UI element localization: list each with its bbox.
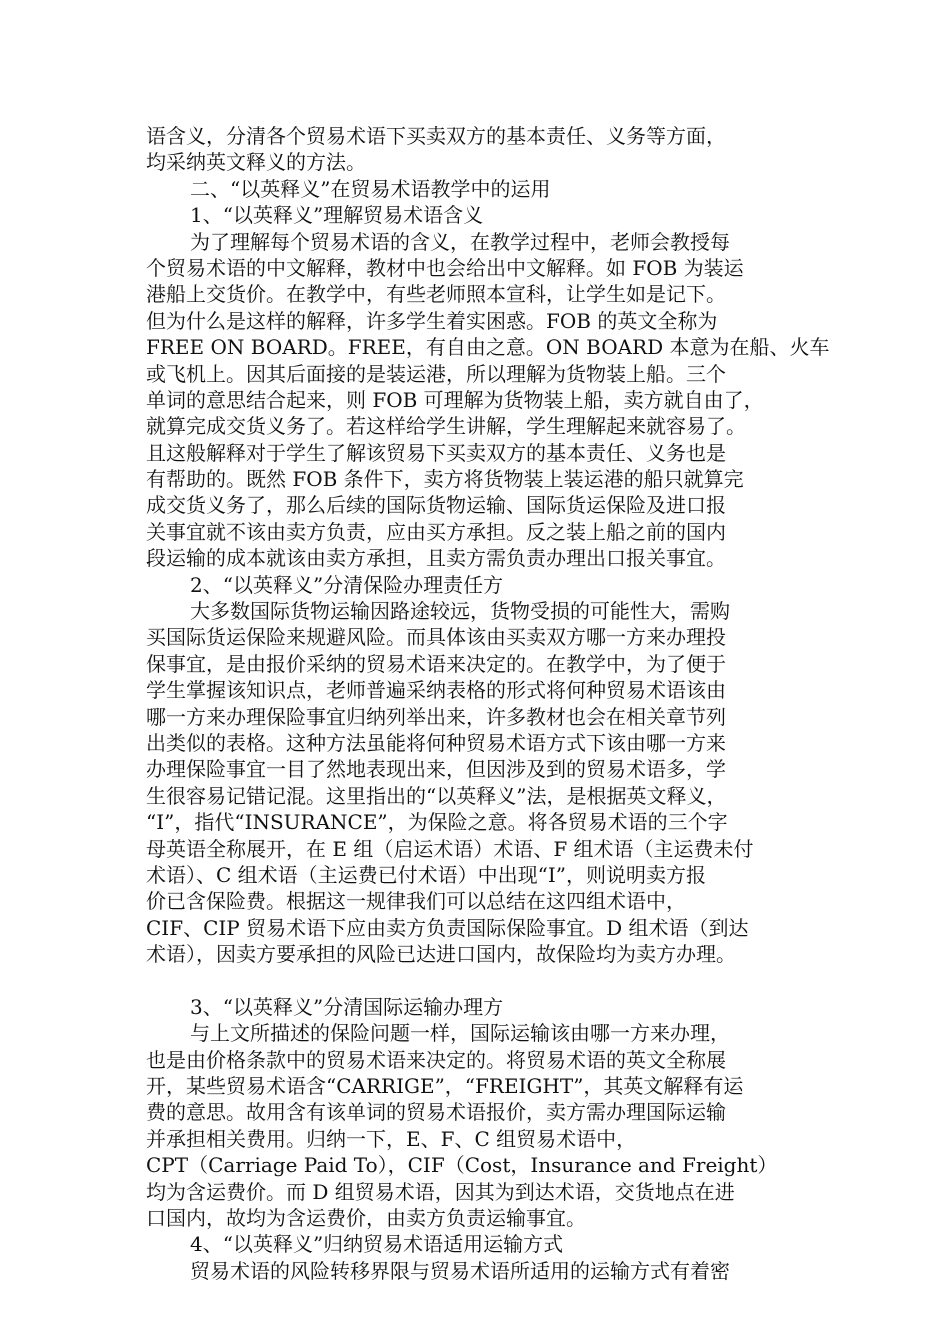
text-line: 2、“以英释义”分清保险办理责任方 [190, 572, 504, 597]
text-line: 办理保险事宜一目了然地表现出来，但因涉及到的贸易术语多，学 [146, 757, 726, 782]
document-body [146, 123, 830, 1284]
text-line: 出类似的表格。这种方法虽能将何种贸易术语方式下该由哪一方来 [146, 730, 726, 755]
text-line: 贸易术语的风险转移界限与贸易术语所适用的运输方式有着密 [190, 1258, 730, 1283]
text-line: 均采纳英文释义的方法。 [146, 150, 366, 175]
text-line: 港船上交货价。在教学中，有些老师照本宣科，让学生如是记下。 [146, 282, 726, 307]
text-line: 与上文所描述的保险问题一样，国际运输该由哪一方来办理， [190, 1021, 730, 1046]
text-line: CPT（Carriage Paid To），CIF（Cost，Insurance and Freight） [146, 1153, 778, 1178]
text-line: 母英语全称展开，在 E 组（启运术语）术语、F 组术语（主运费未付 [146, 836, 754, 861]
text-line: 关事宜就不该由卖方负责，应由买方承担。反之装上船之前的国内 [146, 519, 726, 544]
text-line: 哪一方来办理保险事宜归纳列举出来，许多教材也会在相关章节列 [146, 704, 726, 729]
text-line: 并承担相关费用。归纳一下，E、F、C 组贸易术语中， [146, 1126, 637, 1151]
text-line: 4、“以英释义”归纳贸易术语适用运输方式 [190, 1232, 564, 1257]
text-line: 学生掌握该知识点，老师普遍采纳表格的形式将何种贸易术语该由 [146, 678, 726, 703]
text-line: 为了理解每个贸易术语的含义，在教学过程中，老师会教授每 [190, 229, 730, 254]
text-line: 开，某些贸易术语含“CARRIGE”，“FREIGHT”，其英文解释有运 [146, 1074, 744, 1099]
text-line: 就算完成交货义务了。若这样给学生讲解，学生理解起来就容易了。 [146, 414, 746, 439]
text-line: 1、“以英释义”理解贸易术语含义 [190, 203, 484, 228]
blank-line [146, 968, 810, 994]
text-line: 或飞机上。因其后面接的是装运港，所以理解为货物装上船。三个 [146, 361, 726, 386]
text-line: 二、“以英释义”在贸易术语教学中的运用 [190, 176, 551, 201]
text-line: 但为什么是这样的解释，许多学生着实困惑。FOB 的英文全称为 [146, 308, 718, 333]
text-line: 单词的意思结合起来，则 FOB 可理解为货物装上船，卖方就自由了， [146, 387, 764, 412]
text-line: 成交货义务了，那么后续的国际货物运输、国际货运保险及进口报 [146, 493, 726, 518]
text-line: 大多数国际货物运输因路途较远，货物受损的可能性大，需购 [190, 599, 730, 624]
text-line: 有帮助的。既然 FOB 条件下，卖方将货物装上装运港的船只就算完 [146, 467, 744, 492]
text-line: 费的意思。故用含有该单词的贸易术语报价，卖方需办理国际运输 [146, 1100, 726, 1125]
text-line: 价已含保险费。根据这一规律我们可以总结在这四组术语中， [146, 889, 686, 914]
text-line: 均为含运费价。而 D 组贸易术语，因其为到达术语，交货地点在进 [146, 1179, 735, 1204]
text-line: 段运输的成本就该由卖方承担，且卖方需负责办理出口报关事宜。 [146, 546, 726, 571]
text-line: 且这般解释对于学生了解该贸易下买卖双方的基本责任、义务也是 [146, 440, 726, 465]
text-line: 语含义，分清各个贸易术语下买卖双方的基本责任、义务等方面， [146, 124, 726, 148]
text-line: FREE ON BOARD。FREE，有自由之意。ON BOARD 本意为在船、火车 [146, 335, 830, 360]
text-line: CIF、CIP 贸易术语下应由卖方负责国际保险事宜。D 组术语（到达 [146, 915, 749, 940]
text-line: 3、“以英释义”分清国际运输办理方 [190, 994, 504, 1019]
text-line: 生很容易记错记混。这里指出的“以英释义”法，是根据英文释义， [146, 783, 727, 808]
text-line: 术语），因卖方要承担的风险已达进口国内，故保险均为卖方办理。 [146, 942, 736, 967]
text-line: 个贸易术语的中文解释，教材中也会给出中文解释。如 FOB 为装运 [146, 255, 744, 280]
text-line: 买国际货运保险来规避风险。而具体该由买卖双方哪一方来办理投 [146, 625, 726, 650]
text-line: 口国内，故均为含运费价，由卖方负责运输事宜。 [146, 1206, 586, 1231]
text-line: “I”，指代“INSURANCE”，为保险之意。将各贸易术语的三个字 [146, 810, 728, 835]
text-line: 术语）、C 组术语（主运费已付术语）中出现“I”，则说明卖方报 [146, 862, 707, 887]
text-line: 保事宜，是由报价采纳的贸易术语来决定的。在教学中，为了便于 [146, 651, 726, 676]
text-line: 也是由价格条款中的贸易术语来决定的。将贸易术语的英文全称展 [146, 1047, 726, 1072]
